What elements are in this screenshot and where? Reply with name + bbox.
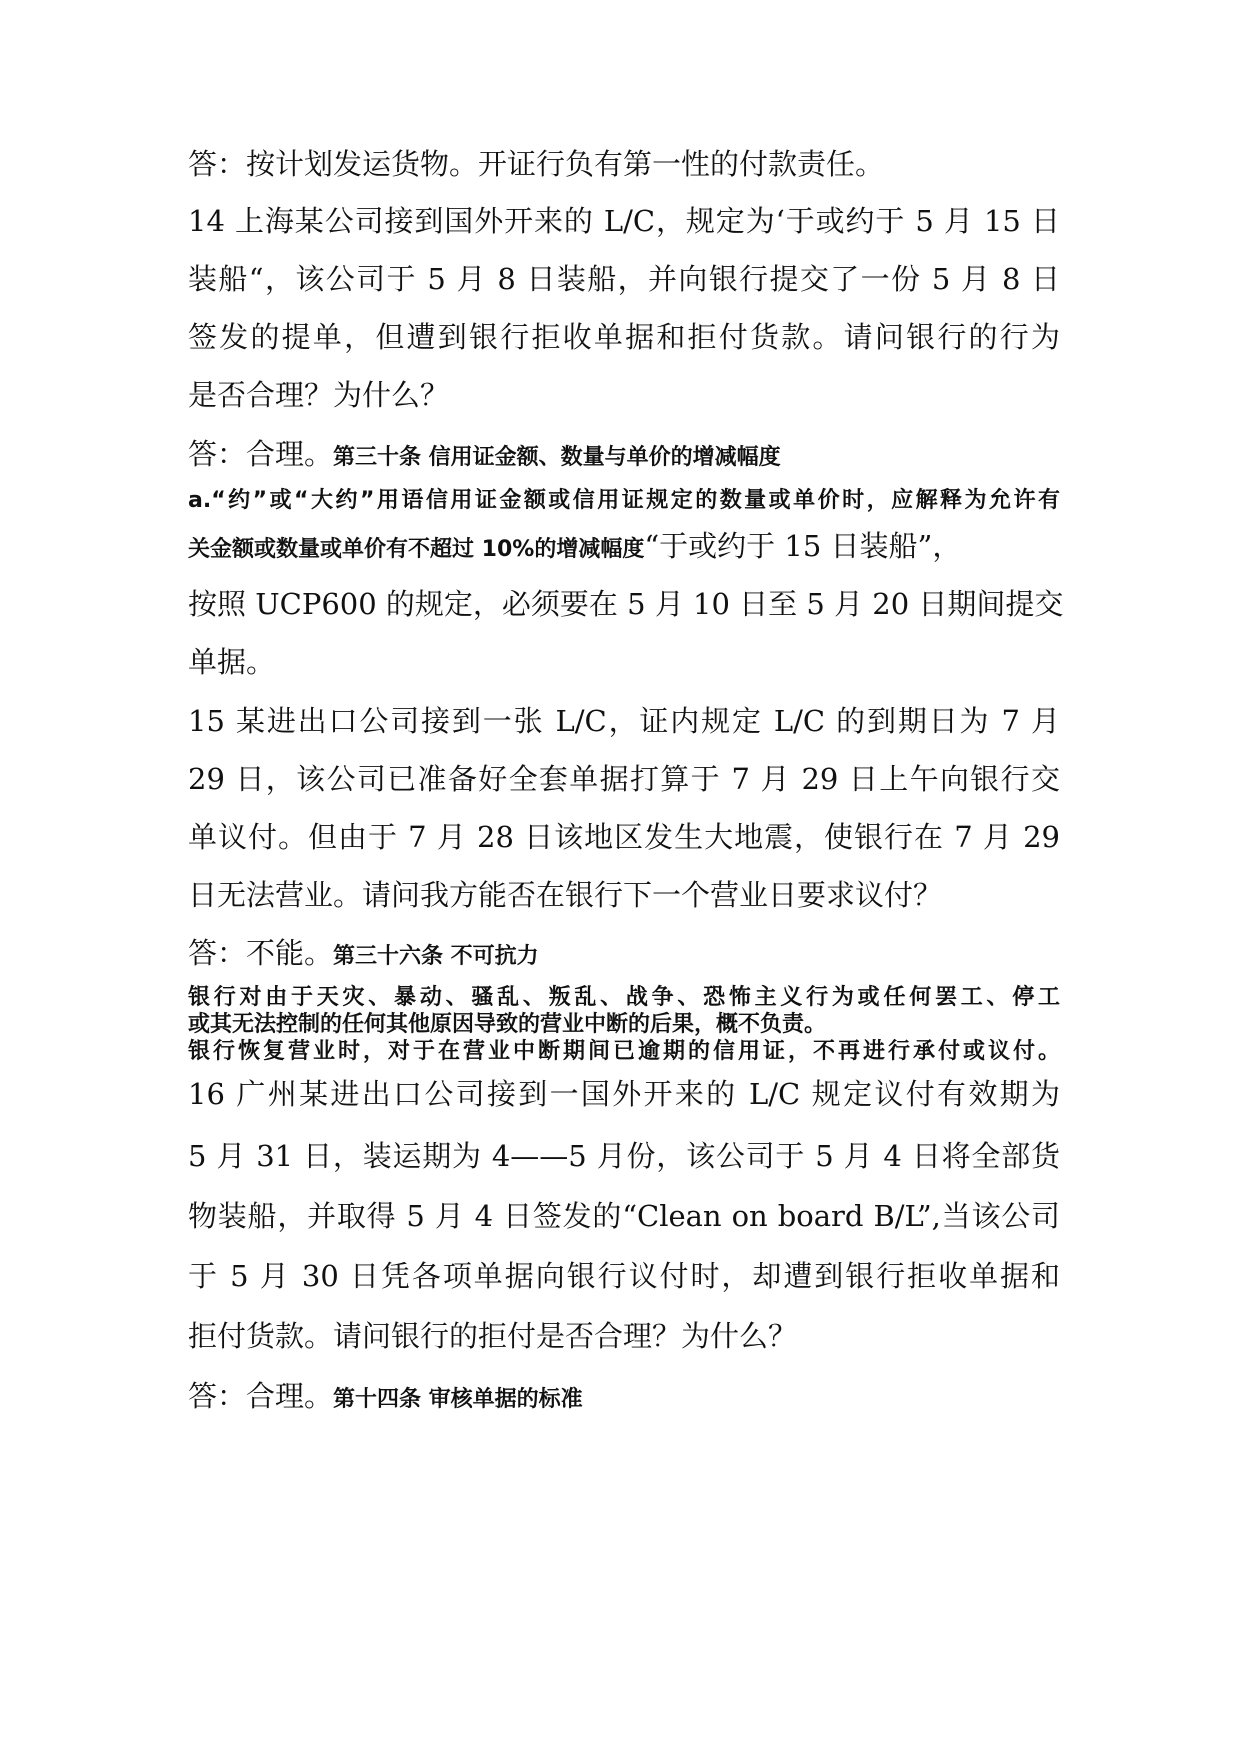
question-14-line: 14 上海某公司接到国外开来的 L/C，规定为‘于或约于 5 月 15 日: [188, 204, 1060, 238]
rule-text: 或其无法控制的任何其他原因导致的营业中断的后果，概不负责。: [188, 1012, 827, 1037]
answer-16-heading: [188, 1376, 1060, 1420]
answer-14-heading: [188, 434, 1060, 478]
question-16-line: 物装船，并取得 5 月 4 日签发的“Clean on board B/L”,当该公司: [188, 1199, 1060, 1233]
answer-13: 答：按计划发运货物。开证行负有第一性的付款责任。: [188, 147, 885, 181]
question-15-line: 29 日，该公司已准备好全套单据打算于 7 月 29 日上午向银行交: [188, 762, 1060, 796]
question-15-line: 日无法营业。请问我方能否在银行下一个营业日要求议付？: [188, 878, 943, 912]
question-14-line: 是否合理？为什么？: [188, 378, 450, 412]
question-16-line: 于 5 月 30 日凭各项单据向银行议付时，却遭到银行拒收单据和: [188, 1259, 1060, 1293]
answer-14-body: 按照 UCP600 的规定，必须要在 5 月 10 日至 5 月 20 日期间提交: [188, 587, 1064, 621]
article-title: 第十四条 审核单据的标准: [333, 1387, 583, 1412]
article-title: 第三十条 信用证金额、数量与单价的增减幅度: [333, 445, 781, 470]
article-title: 第三十六条 不可抗力: [333, 944, 539, 969]
question-14-line: 签发的提单，但遭到银行拒收单据和拒付货款。请问银行的行为: [188, 320, 1060, 354]
question-15-line: 单议付。但由于 7 月 28 日该地区发生大地震，使银行在 7 月 29: [188, 820, 1060, 854]
question-16-line: 16 广州某进出口公司接到一国外开来的 L/C 规定议付有效期为: [188, 1077, 1060, 1111]
answer-prefix: 答：不能。: [188, 936, 334, 970]
question-16-line: 5 月 31 日，装运期为 4——5 月份，该公司于 5 月 4 日将全部货: [188, 1139, 1060, 1173]
question-15-line: 15 某进出口公司接到一张 L/C，证内规定 L/C 的到期日为 7 月: [188, 704, 1060, 738]
rule-text: 银行恢复营业时，对于在营业中断期间已逾期的信用证，不再进行承付或议付。: [188, 1039, 1060, 1064]
rule-text: a.“约”或“大约”用语信用证金额或信用证规定的数量或单价时，应解释为允许有: [188, 488, 1060, 513]
question-16-line: 拒付货款。请问银行的拒付是否合理？为什么？: [188, 1319, 798, 1353]
rule-text: [188, 526, 1060, 570]
rule-text: 银行对由于天灾、暴动、骚乱、叛乱、战争、恐怖主义行为或任何罢工、停工: [188, 985, 1060, 1010]
answer-prefix: 答：合理。: [188, 1379, 334, 1413]
question-14-line: 装船“，该公司于 5 月 8 日装船，并向银行提交了一份 5 月 8 日: [188, 262, 1060, 296]
rule-text-bold: 关金额或数量或单价有不超过 10%的增减幅度: [188, 537, 645, 562]
answer-14-body: 单据。: [188, 645, 276, 679]
answer-15-heading: [188, 933, 1060, 977]
answer-prefix: 答：合理。: [188, 437, 334, 471]
rule-text-tail: “于或约于 15 日装船”，: [644, 529, 962, 563]
